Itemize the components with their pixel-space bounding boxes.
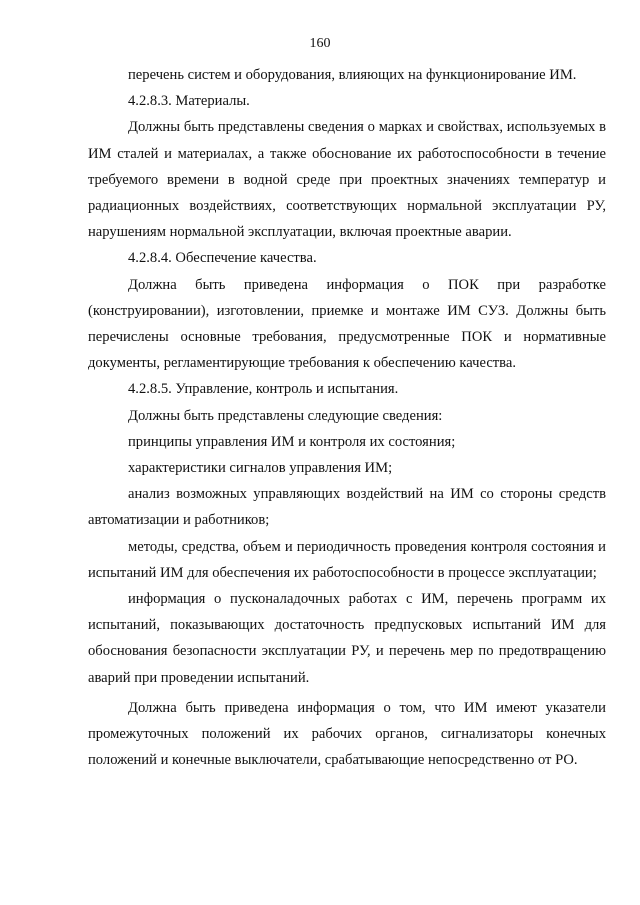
list-item-commissioning: информация о пусконаладочных работах с ИМ, перечень программ их испытаний, показывающих достаточность предпусковых испытаний ИМ для обоснования безопасности эксплуатации РУ, и перечень мер по предотвращению аварий при проведении испытаний. <box>88 591 606 686</box>
section-heading-control: 4.2.8.5. Управление, контроль и испытания. <box>128 381 399 398</box>
list-item-methods: методы, средства, объем и периодичность проведения контроля состояния и испытаний ИМ для обеспечения их работоспособности в процессе эксплуатации; <box>88 538 606 581</box>
list-item-principles: принципы управления ИМ и контроля их состояния; <box>128 433 456 450</box>
paragraph-materials: Должны быть представлены сведения о марках и свойствах, используемых в ИМ сталей и материалах, а также обоснование их работоспособности в течение требуемого времени в водной среде при проектных значениях температур и радиационных воздействиях, соответствующих нормальной эксплуатации РУ, нарушениям нормальной эксплуатации, включая проектные аварии. <box>88 119 606 241</box>
list-item-signals: характеристики сигналов управления ИМ; <box>128 460 393 477</box>
section-heading-quality: 4.2.8.4. Обеспечение качества. <box>128 250 317 267</box>
paragraph-quality: Должна быть приведена информация о ПОК при разработке (конструировании), изготовлении, приемке и монтаже ИМ СУЗ. Должны быть перечислены основные требования, предусмотренные ПОК и нормативные документы, регламентирующие требования к обеспечению качества. <box>88 276 606 372</box>
paragraph-indicators: Должна быть приведена информация о том, что ИМ имеют указатели промежуточных положений их рабочих органов, сигнализаторы конечных положений и конечные выключатели, срабатывающие непосредственно от РО. <box>88 699 606 769</box>
paragraph-systems-list: перечень систем и оборудования, влияющих на функционирование ИМ. <box>128 67 577 83</box>
section-heading-materials: 4.2.8.3. Материалы. <box>128 93 250 110</box>
paragraph-control-intro: Должны быть представлены следующие сведения: <box>128 407 443 424</box>
page-number: 160 <box>309 36 331 51</box>
list-item-analysis: анализ возможных управляющих воздействий на ИМ со стороны средств автоматизации и работников; <box>88 486 606 529</box>
document-body <box>88 62 606 773</box>
